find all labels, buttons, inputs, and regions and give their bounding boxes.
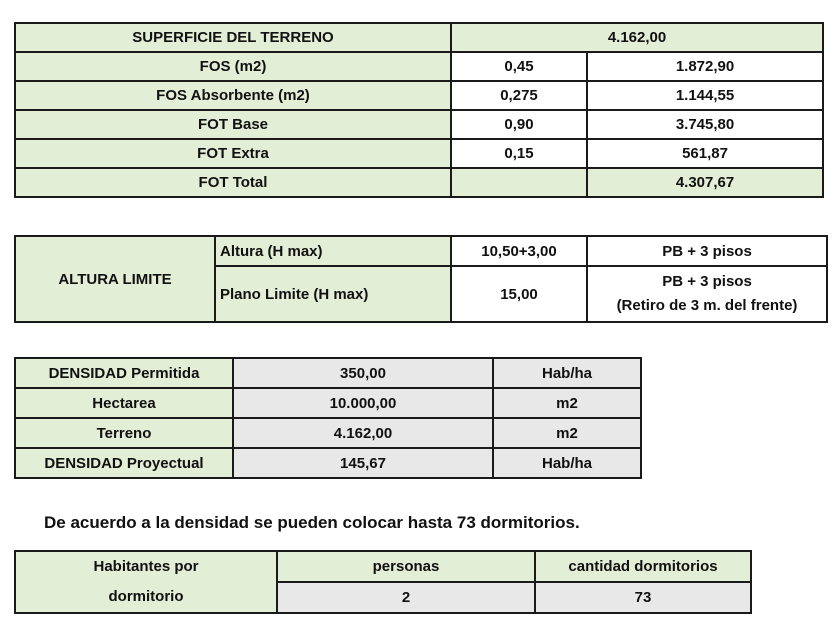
persons-value: 2 [277, 582, 535, 613]
total-empty-cell [451, 168, 587, 197]
limit-plane-value: 15,00 [451, 266, 587, 322]
table-row [15, 388, 641, 418]
total-value: 4.307,67 [587, 168, 823, 197]
inhabitants-per-bedroom-label [15, 551, 277, 613]
height-limit-label: ALTURA LIMITE [15, 236, 215, 322]
limit-plane-label: Plano Limite (H max) [215, 266, 451, 322]
inhabitants-label-line1: Habitantes por [93, 558, 199, 575]
density-table [14, 357, 642, 479]
table-row [15, 23, 823, 52]
table-row [15, 418, 641, 448]
row-factor: 0,90 [451, 110, 587, 139]
surface-value: 4.162,00 [451, 23, 823, 52]
density-label: DENSIDAD Proyectual [15, 448, 233, 478]
row-value: 561,87 [587, 139, 823, 168]
max-height-label: Altura (H max) [215, 236, 451, 266]
row-factor: 0,275 [451, 81, 587, 110]
table-row [15, 358, 641, 388]
density-label: DENSIDAD Permitida [15, 358, 233, 388]
density-value: 10.000,00 [233, 388, 493, 418]
table-row [15, 448, 641, 478]
total-label: FOT Total [15, 168, 451, 197]
density-unit: Hab/ha [493, 358, 641, 388]
bedrooms-table [14, 550, 752, 614]
row-label: FOT Extra [15, 139, 451, 168]
surface-label: SUPERFICIE DEL TERRENO [15, 23, 451, 52]
density-unit: m2 [493, 418, 641, 448]
density-unit: Hab/ha [493, 448, 641, 478]
density-unit: m2 [493, 388, 641, 418]
max-height-value: 10,50+3,00 [451, 236, 587, 266]
density-value: 145,67 [233, 448, 493, 478]
bedroom-count-header: cantidad dormitorios [535, 551, 751, 582]
row-label: FOT Base [15, 110, 451, 139]
row-label: FOS Absorbente (m2) [15, 81, 451, 110]
height-limit-table [14, 235, 828, 323]
limit-plane-floors [587, 266, 827, 322]
max-height-floors: PB + 3 pisos [587, 236, 827, 266]
row-factor: 0,15 [451, 139, 587, 168]
table-row [15, 139, 823, 168]
row-value: 3.745,80 [587, 110, 823, 139]
row-factor: 0,45 [451, 52, 587, 81]
limit-plane-floors-line2: (Retiro de 3 m. del frente) [616, 297, 798, 314]
density-value: 4.162,00 [233, 418, 493, 448]
row-label: FOS (m2) [15, 52, 451, 81]
density-label: Terreno [15, 418, 233, 448]
table-row [15, 236, 827, 266]
inhabitants-label-line2: dormitorio [108, 588, 184, 605]
row-value: 1.872,90 [587, 52, 823, 81]
row-value: 1.144,55 [587, 81, 823, 110]
density-value: 350,00 [233, 358, 493, 388]
table-row [15, 52, 823, 81]
table-row [15, 551, 751, 582]
table-row [15, 81, 823, 110]
density-label: Hectarea [15, 388, 233, 418]
table-row [15, 110, 823, 139]
persons-header: personas [277, 551, 535, 582]
limit-plane-floors-line1: PB + 3 pisos [662, 273, 752, 290]
land-summary-table [14, 22, 824, 198]
bedroom-count-value: 73 [535, 582, 751, 613]
table-row [15, 168, 823, 197]
density-note: De acuerdo a la densidad se pueden colocar hasta 73 dormitorios. [44, 513, 580, 532]
